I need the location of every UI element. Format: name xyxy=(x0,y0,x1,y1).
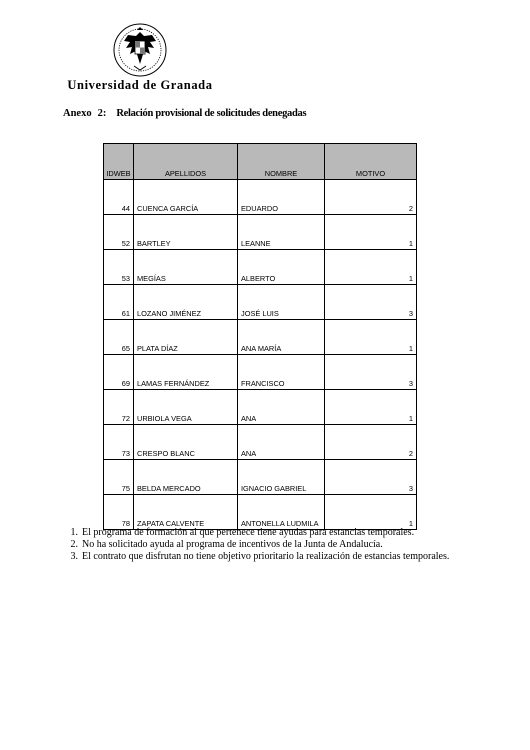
cell-nombre: ANA MARÍA xyxy=(238,320,325,355)
list-marker: 1. xyxy=(70,527,78,538)
motive-notes-list xyxy=(63,527,463,563)
cell-idweb: 44 xyxy=(104,180,134,215)
note-text: El programa de formación al que pertenece tiene ayudas para estancias temporales. xyxy=(82,527,415,538)
table-row xyxy=(104,215,417,250)
list-marker: 3. xyxy=(70,551,78,562)
table-row xyxy=(104,460,417,495)
table-header-row xyxy=(104,144,417,180)
cell-nombre: EDUARDO xyxy=(238,180,325,215)
cell-apellidos: BARTLEY xyxy=(134,215,238,250)
cell-idweb: 52 xyxy=(104,215,134,250)
cell-apellidos: LOZANO JIMÉNEZ xyxy=(134,285,238,320)
table-row xyxy=(104,390,417,425)
table-row xyxy=(104,425,417,460)
table-row xyxy=(104,355,417,390)
cell-motivo: 1 xyxy=(325,390,417,425)
column-header-idweb: IDWEB xyxy=(104,144,134,180)
annex-heading xyxy=(63,108,306,119)
column-header-apellidos: APELLIDOS xyxy=(134,144,238,180)
cell-nombre: ANA xyxy=(238,390,325,425)
denied-requests-table xyxy=(103,143,417,530)
cell-idweb: 73 xyxy=(104,425,134,460)
cell-idweb: 72 xyxy=(104,390,134,425)
cell-nombre: ANTONELLA LUDMILA xyxy=(238,495,325,530)
cell-idweb: 78 xyxy=(104,495,134,530)
cell-apellidos: CUENCA GARCÍA xyxy=(134,180,238,215)
cell-motivo: 1 xyxy=(325,320,417,355)
cell-nombre: IGNACIO GABRIEL xyxy=(238,460,325,495)
table-row xyxy=(104,320,417,355)
table-row xyxy=(104,250,417,285)
cell-apellidos: LAMAS FERNÁNDEZ xyxy=(134,355,238,390)
annex-number: 2: xyxy=(97,108,107,119)
annex-label: Anexo xyxy=(63,108,92,119)
note-text: No ha solicitado ayuda al programa de incentivos de la Junta de Andalucía. xyxy=(82,539,383,550)
cell-apellidos: BELDA MERCADO xyxy=(134,460,238,495)
cell-idweb: 53 xyxy=(104,250,134,285)
cell-motivo: 1 xyxy=(325,215,417,250)
note-text: El contrato que disfrutan no tiene objetivo prioritario la realización de estancias temporales. xyxy=(82,551,450,562)
university-seal-icon xyxy=(112,22,168,78)
list-item xyxy=(63,539,463,551)
cell-idweb: 65 xyxy=(104,320,134,355)
table-row xyxy=(104,495,417,530)
cell-apellidos: ZAPATA CALVENTE xyxy=(134,495,238,530)
cell-nombre: FRANCISCO xyxy=(238,355,325,390)
list-item xyxy=(63,551,463,563)
cell-apellidos: PLATA DÍAZ xyxy=(134,320,238,355)
cell-motivo: 2 xyxy=(325,180,417,215)
column-header-motivo: MOTIVO xyxy=(325,144,417,180)
cell-idweb: 61 xyxy=(104,285,134,320)
university-name: Universidad de Granada xyxy=(67,78,213,92)
cell-motivo: 2 xyxy=(325,425,417,460)
column-header-nombre: NOMBRE xyxy=(238,144,325,180)
cell-nombre: JOSÉ LUIS xyxy=(238,285,325,320)
annex-title: Relación provisional de solicitudes denegadas xyxy=(116,108,307,119)
table-row xyxy=(104,180,417,215)
cell-motivo: 1 xyxy=(325,495,417,530)
cell-motivo: 3 xyxy=(325,460,417,495)
cell-apellidos: MEGÍAS xyxy=(134,250,238,285)
list-marker: 2. xyxy=(70,539,78,550)
table-row xyxy=(104,285,417,320)
cell-motivo: 1 xyxy=(325,250,417,285)
cell-idweb: 75 xyxy=(104,460,134,495)
list-item xyxy=(63,527,463,539)
cell-apellidos: URBIOLA VEGA xyxy=(134,390,238,425)
cell-idweb: 69 xyxy=(104,355,134,390)
cell-motivo: 3 xyxy=(325,355,417,390)
cell-apellidos: CRESPO BLANC xyxy=(134,425,238,460)
cell-nombre: ANA xyxy=(238,425,325,460)
cell-nombre: ALBERTO xyxy=(238,250,325,285)
cell-motivo: 3 xyxy=(325,285,417,320)
cell-nombre: LEANNE xyxy=(238,215,325,250)
